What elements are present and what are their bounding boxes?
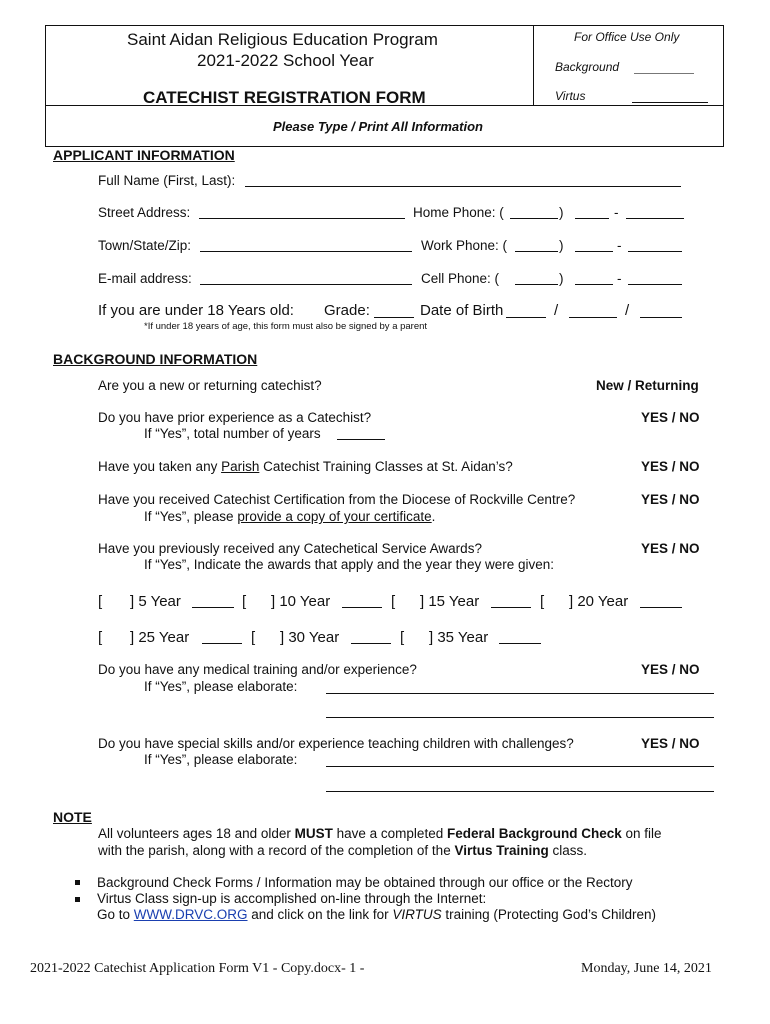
cell-phone-label: Cell Phone: ( [421,271,500,286]
under18-note: *If under 18 years of age, this form must also be signed by a parent [144,321,428,332]
q4-sub: If “Yes”, please provide a copy of your certificate. [144,509,436,524]
award-20-line[interactable] [640,607,682,608]
town-label: Town/State/Zip: [98,238,192,253]
street-label: Street Address: [98,205,191,220]
bullet-icon [75,897,80,902]
office-title: For Office Use Only [574,30,680,44]
award-15-bracket[interactable]: [ [391,593,396,610]
full-name-line[interactable] [245,186,681,187]
q7-line-1[interactable] [326,766,714,767]
town-line[interactable] [200,251,412,252]
work-phone-area-line[interactable] [515,251,558,252]
school-year: 2021-2022 School Year [197,51,374,70]
grade-line[interactable] [374,317,414,318]
q5-answer[interactable]: YES / NO [641,541,700,556]
dob-slash-1: / [554,302,559,319]
award-5-bracket[interactable]: [ [98,593,103,610]
home-phone-area-line[interactable] [510,218,558,219]
award-15-label: ] 15 Year [420,593,480,610]
cell-phone-area-line[interactable] [515,284,558,285]
award-35-line[interactable] [499,643,541,644]
q7-text: Do you have special skills and/or experience teaching children with challenges? [98,736,574,751]
q6-text: Do you have any medical training and/or experience? [98,662,417,677]
q7-line-2[interactable] [326,791,714,792]
award-5-line[interactable] [192,607,234,608]
grade-label: Grade: [324,302,370,319]
cell-phone-dash: - [617,271,622,286]
q6-line-1[interactable] [326,693,714,694]
q2-text: Do you have prior experience as a Catechist? [98,410,372,425]
q7-elaborate: If “Yes”, please elaborate: [144,752,298,767]
award-5-label: ] 5 Year [130,593,181,610]
q3-answer[interactable]: YES / NO [641,459,700,474]
q2-sub: If “Yes”, total number of years [144,426,321,441]
home-phone-prefix-line[interactable] [575,218,609,219]
award-30-label: ] 30 Year [280,629,340,646]
email-line[interactable] [200,284,412,285]
dob-month-line[interactable] [506,317,546,318]
q1-text: Are you a new or returning catechist? [98,378,322,393]
award-10-line[interactable] [342,607,382,608]
work-phone-dash: - [617,238,622,253]
home-phone-number-line[interactable] [626,218,684,219]
full-name-label: Full Name (First, Last): [98,173,236,188]
note-paragraph-1: All volunteers ages 18 and older MUST have a completed Federal Background Check on file [98,826,662,841]
footer-filename: 2021-2022 Catechist Application Form V1 - Copy.docx- 1 - [30,961,365,976]
home-phone-label: Home Phone: ( [413,205,504,220]
q2-answer[interactable]: YES / NO [641,410,700,425]
q7-answer[interactable]: YES / NO [641,736,700,751]
q6-elaborate: If “Yes”, please elaborate: [144,679,298,694]
form-title: CATECHIST REGISTRATION FORM [143,88,426,107]
award-35-label: ] 35 Year [429,629,489,646]
office-background-label: Background [555,60,620,74]
award-30-bracket[interactable]: [ [251,629,256,646]
dob-label: Date of Birth [420,302,504,319]
work-phone-number-line[interactable] [628,251,682,252]
award-10-label: ] 10 Year [271,593,331,610]
org-name: Saint Aidan Religious Education Program [127,30,438,49]
home-phone-paren: ) [559,205,564,220]
cell-phone-prefix-line[interactable] [575,284,613,285]
dob-slash-2: / [625,302,630,319]
home-phone-dash: - [614,205,619,220]
cell-phone-number-line[interactable] [628,284,682,285]
bullet-text-3: Go to WWW.DRVC.ORG and click on the link for VIRTUS training (Protecting God’s Children) [97,907,656,922]
dob-year-line[interactable] [640,317,682,318]
award-25-bracket[interactable]: [ [98,629,103,646]
footer-date: Monday, June 14, 2021 [581,961,712,976]
bullet-text-1: Background Check Forms / Information may be obtained through our office or the Rectory [97,875,633,890]
award-10-bracket[interactable]: [ [242,593,247,610]
work-phone-paren: ) [559,238,564,253]
q6-answer[interactable]: YES / NO [641,662,700,677]
award-25-label: ] 25 Year [130,629,190,646]
q4-answer[interactable]: YES / NO [641,492,700,507]
q4-text: Have you received Catechist Certification from the Diocese of Rockville Centre? [98,492,576,507]
cell-phone-paren: ) [559,271,564,286]
office-virtus-line [632,102,708,103]
note-paragraph-2: with the parish, along with a record of the completion of the Virtus Training class. [98,843,587,858]
bullet-icon [75,880,80,885]
drvc-link[interactable]: WWW.DRVC.ORG [133,907,248,922]
note-heading: NOTE [53,809,92,825]
office-virtus-label: Virtus [555,89,586,103]
q2-years-line[interactable] [337,439,385,440]
q3-text: Have you taken any Parish Catechist Training Classes at St. Aidan’s? [98,459,513,474]
award-30-line[interactable] [351,643,391,644]
q5-sub: If “Yes”, Indicate the awards that apply and the year they were given: [144,557,554,572]
background-heading: BACKGROUND INFORMATION [53,351,258,367]
office-background-line [634,73,694,74]
instruction: Please Type / Print All Information [273,119,483,134]
office-divider [533,25,534,106]
award-20-bracket[interactable]: [ [540,593,545,610]
dob-day-line[interactable] [569,317,617,318]
work-phone-prefix-line[interactable] [575,251,613,252]
q1-answer[interactable]: New / Returning [596,378,699,393]
award-20-label: ] 20 Year [569,593,629,610]
under18-label: If you are under 18 Years old: [98,302,294,319]
q6-line-2[interactable] [326,717,714,718]
street-line[interactable] [199,218,405,219]
award-15-line[interactable] [491,607,531,608]
work-phone-label: Work Phone: ( [421,238,508,253]
applicant-heading: APPLICANT INFORMATION [53,147,235,163]
email-label: E-mail address: [98,271,192,286]
award-25-line[interactable] [202,643,242,644]
q5-text: Have you previously received any Catechetical Service Awards? [98,541,482,556]
bullet-text-2: Virtus Class sign-up is accomplished on-line through the Internet: [97,891,487,906]
award-35-bracket[interactable]: [ [400,629,405,646]
